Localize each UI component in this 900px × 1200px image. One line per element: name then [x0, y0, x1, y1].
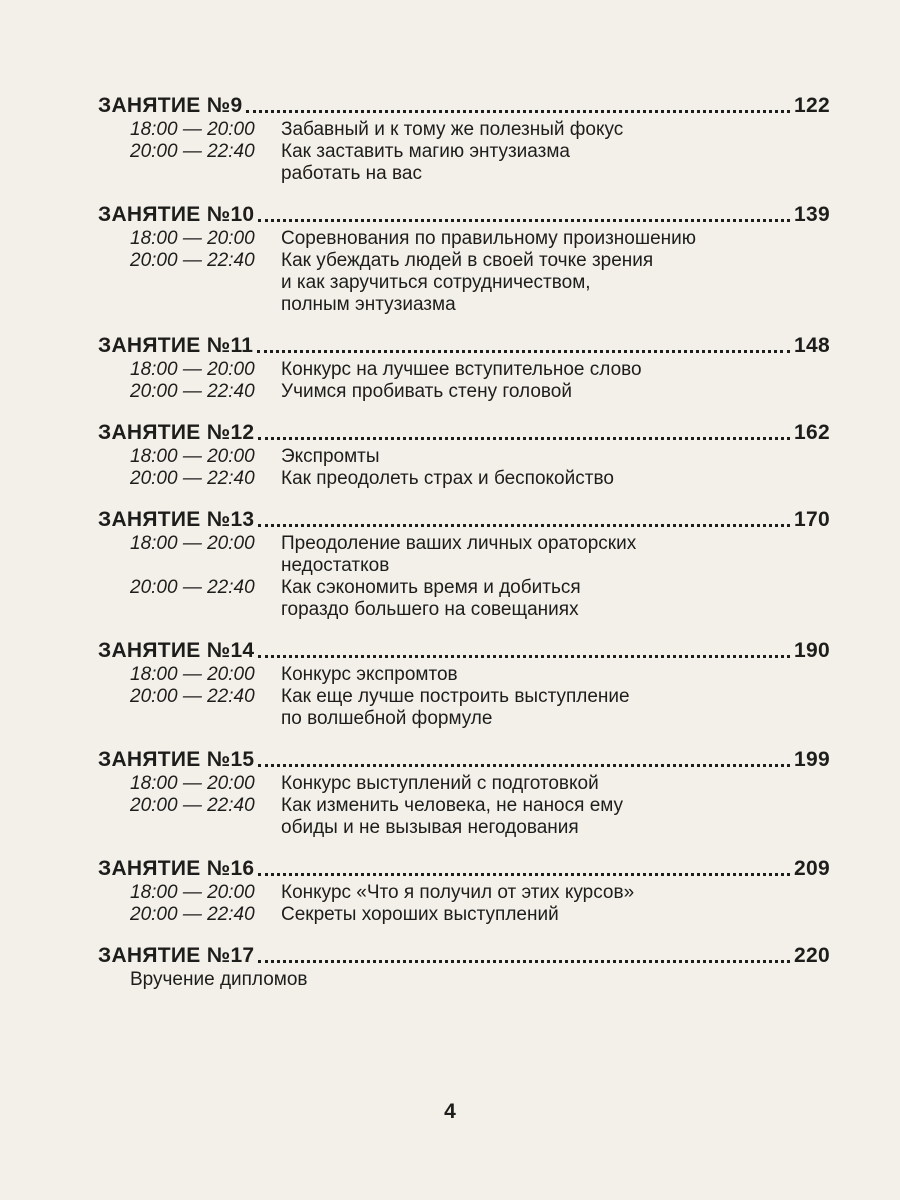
- section-entries: [98, 664, 830, 730]
- section-entries: [98, 446, 830, 490]
- toc-section-heading[interactable]: [98, 638, 830, 664]
- section-entries: [98, 533, 830, 621]
- schedule-entry: [130, 446, 830, 468]
- section-title: ЗАНЯТИЕ №14: [98, 639, 255, 662]
- page-number: 4: [444, 1100, 456, 1123]
- entry-time: 18:00 — 20:00: [130, 773, 255, 794]
- entry-time: 20:00 — 22:40: [130, 577, 255, 598]
- section-title: ЗАНЯТИЕ №9: [98, 94, 243, 117]
- schedule-entry: [130, 359, 830, 381]
- section-title: ЗАНЯТИЕ №16: [98, 857, 255, 880]
- toc-section: [98, 333, 830, 403]
- toc-section-heading[interactable]: [98, 856, 830, 882]
- schedule-entry: [130, 468, 830, 490]
- entry-time: 18:00 — 20:00: [130, 664, 255, 685]
- entry-topic: Секреты хороших выступлений: [281, 904, 559, 925]
- dot-leader: [258, 433, 790, 440]
- section-title: ЗАНЯТИЕ №10: [98, 203, 255, 226]
- section-entries: [98, 882, 830, 926]
- dot-leader: [257, 346, 790, 353]
- entry-topic: Соревнования по правильному произношению: [281, 228, 697, 249]
- section-page-number: 199: [794, 748, 830, 771]
- schedule-entry: [130, 250, 830, 316]
- section-page-number: 122: [794, 94, 830, 117]
- schedule-entry: [130, 577, 830, 621]
- toc-section: [98, 93, 830, 185]
- section-page-number: 162: [794, 421, 830, 444]
- toc-section: [98, 747, 830, 839]
- schedule-entry: [130, 381, 830, 403]
- section-entries: [98, 969, 830, 991]
- entry-topic: Как еще лучше построить выступление по волшебной формуле: [281, 686, 630, 729]
- entry-topic: Экспромты: [281, 446, 380, 467]
- entry-time: 18:00 — 20:00: [130, 119, 255, 140]
- schedule-entry: [130, 141, 830, 185]
- section-title: ЗАНЯТИЕ №12: [98, 421, 255, 444]
- entry-time: 20:00 — 22:40: [130, 141, 255, 162]
- schedule-entry: [130, 795, 830, 839]
- entry-time: 18:00 — 20:00: [130, 228, 255, 249]
- section-page-number: 190: [794, 639, 830, 662]
- dot-leader: [258, 956, 790, 963]
- entry-topic: Как заставить магию энтузиазма работать на вас: [281, 141, 570, 184]
- section-title: ЗАНЯТИЕ №13: [98, 508, 255, 531]
- entry-time: 18:00 — 20:00: [130, 882, 255, 903]
- entry-time: 18:00 — 20:00: [130, 533, 255, 554]
- dot-leader: [258, 760, 790, 767]
- entry-topic: Конкурс «Что я получил от этих курсов»: [281, 882, 635, 903]
- section-page-number: 170: [794, 508, 830, 531]
- dot-leader: [258, 215, 790, 222]
- entry-time: 18:00 — 20:00: [130, 446, 255, 467]
- entry-time: 20:00 — 22:40: [130, 904, 255, 925]
- toc-section-heading[interactable]: [98, 333, 830, 359]
- schedule-entry: [130, 228, 830, 250]
- entry-topic: Конкурс на лучшее вступительное слово: [281, 359, 642, 380]
- table-of-contents: [98, 93, 830, 1008]
- section-title: ЗАНЯТИЕ №11: [98, 334, 254, 357]
- schedule-entry: [130, 533, 830, 577]
- entry-time: 20:00 — 22:40: [130, 468, 255, 489]
- dot-leader: [258, 520, 790, 527]
- section-entries: [98, 228, 830, 316]
- toc-section: [98, 856, 830, 926]
- entry-topic: Как убеждать людей в своей точке зрения и как заручиться сотрудничеством, полным энтузиазма: [281, 250, 654, 315]
- toc-section: [98, 943, 830, 991]
- section-page-number: 148: [794, 334, 830, 357]
- section-title: ЗАНЯТИЕ №17: [98, 944, 255, 967]
- toc-section-heading[interactable]: [98, 93, 830, 119]
- entry-topic: Как преодолеть страх и беспокойство: [281, 468, 614, 489]
- schedule-entry: [130, 119, 830, 141]
- section-page-number: 209: [794, 857, 830, 880]
- section-entries: [98, 773, 830, 839]
- dot-leader: [246, 106, 790, 113]
- schedule-entry: [130, 773, 830, 795]
- section-entries: [98, 119, 830, 185]
- schedule-entry: [130, 664, 830, 686]
- section-entries: [98, 359, 830, 403]
- toc-section: [98, 507, 830, 621]
- dot-leader: [258, 651, 790, 658]
- entry-topic: Учимся пробивать стену головой: [281, 381, 572, 402]
- entry-time: 20:00 — 22:40: [130, 381, 255, 402]
- section-title: ЗАНЯТИЕ №15: [98, 748, 255, 771]
- toc-section-heading[interactable]: [98, 420, 830, 446]
- entry-time: 20:00 — 22:40: [130, 250, 255, 271]
- entry-topic: Забавный и к тому же полезный фокус: [281, 119, 624, 140]
- entry-time: 18:00 — 20:00: [130, 359, 255, 380]
- entry-time: 20:00 — 22:40: [130, 795, 255, 816]
- entry-topic: Как сэкономить время и добиться гораздо большего на совещаниях: [281, 577, 581, 620]
- schedule-entry: [130, 686, 830, 730]
- entry-topic: Конкурс экспромтов: [281, 664, 458, 685]
- section-page-number: 139: [794, 203, 830, 226]
- section-page-number: 220: [794, 944, 830, 967]
- entry-topic: Как изменить человека, не нанося ему обиды и не вызывая негодования: [281, 795, 624, 838]
- entry-topic: Конкурс выступлений с подготовкой: [281, 773, 599, 794]
- toc-section: [98, 638, 830, 730]
- toc-section-heading[interactable]: [98, 202, 830, 228]
- toc-section: [98, 202, 830, 316]
- toc-section-heading[interactable]: [98, 943, 830, 969]
- schedule-entry: [130, 904, 830, 926]
- schedule-entry: Вручение дипломов: [130, 969, 308, 990]
- toc-section: [98, 420, 830, 490]
- schedule-entry: [130, 882, 830, 904]
- dot-leader: [258, 869, 790, 876]
- toc-section-heading[interactable]: [98, 747, 830, 773]
- toc-section-heading[interactable]: [98, 507, 830, 533]
- entry-time: 20:00 — 22:40: [130, 686, 255, 707]
- entry-topic: Преодоление ваших личных ораторских недостатков: [281, 533, 637, 576]
